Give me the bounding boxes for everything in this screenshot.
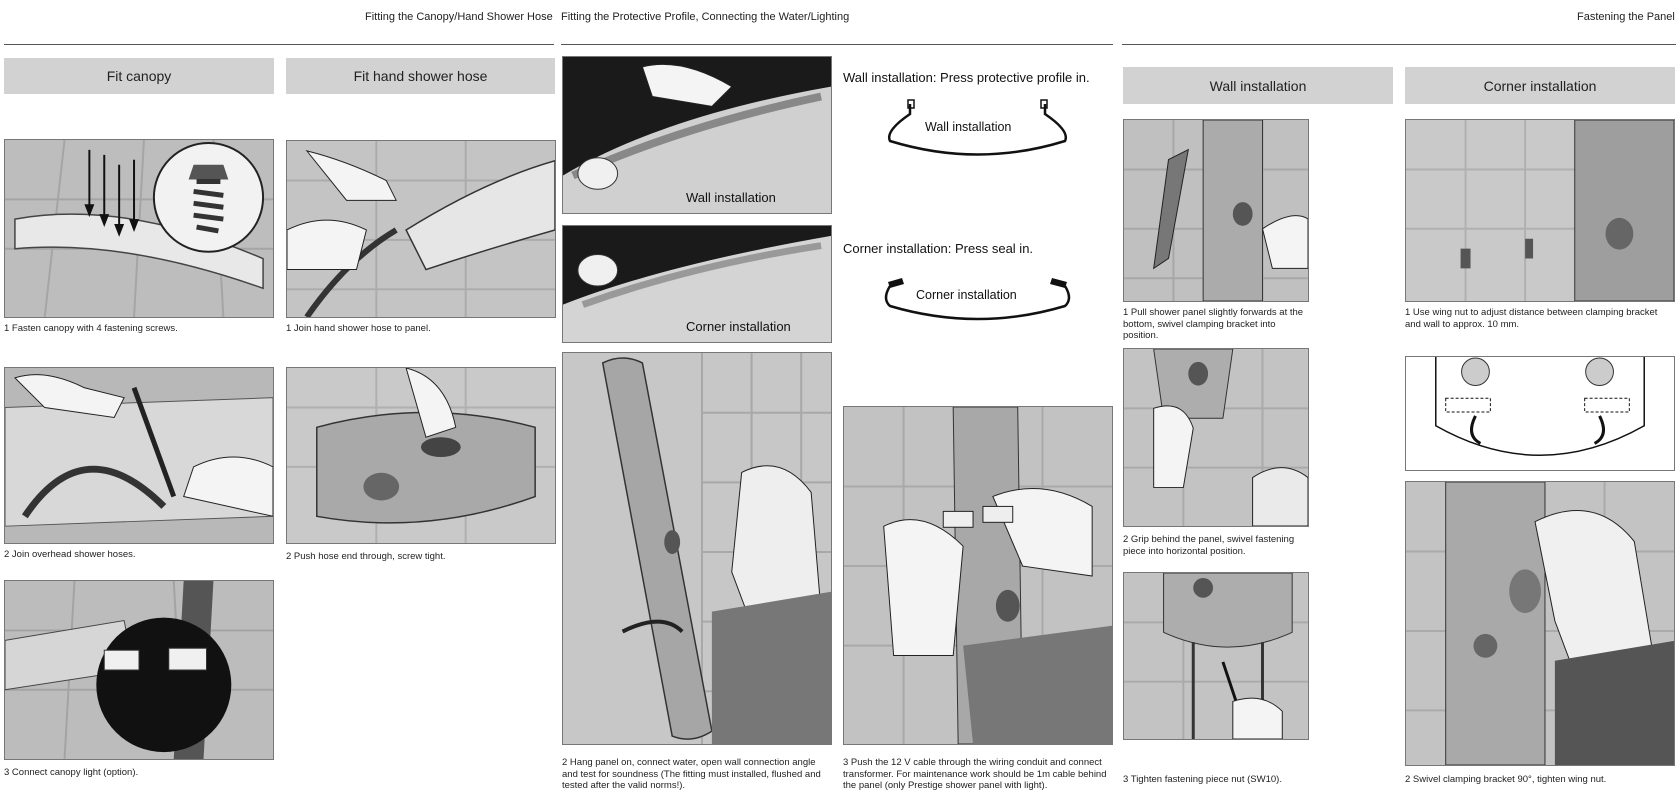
illustration-corner-bracket-detail (1405, 356, 1675, 471)
illustration-push-cable (843, 406, 1113, 745)
caption-canopy-2: 2 Join overhead shower hoses. (4, 549, 136, 560)
illustration-hang-panel (562, 352, 832, 745)
illustration-join-hand-hose (286, 140, 556, 318)
caption-hose-1: 1 Join hand shower hose to panel. (286, 323, 431, 334)
caption-wall-3: 3 Tighten fastening piece nut (SW10). (1123, 774, 1282, 785)
section-wall-installation: Wall installation (1123, 67, 1393, 104)
profile-wall-label: Wall installation (686, 190, 776, 205)
section-corner-installation: Corner installation (1405, 67, 1675, 104)
illustration-profile-corner (562, 225, 832, 343)
illustration-corner-step-2 (1405, 481, 1675, 766)
section-fit-hose: Fit hand shower hose (286, 58, 555, 94)
header-canopy-hose: Fitting the Canopy/Hand Shower Hose (365, 11, 553, 23)
header-profile-water: Fitting the Protective Profile, Connecting the Water/Lighting (561, 11, 850, 23)
illustration-wall-step-1 (1123, 119, 1309, 302)
illustration-wall-step-2 (1123, 348, 1309, 527)
diagram-corner-label: Corner installation (916, 288, 1017, 302)
diagram-wall-profile (880, 96, 1075, 158)
caption-wall-2: 2 Grip behind the panel, swivel fastening piece into horizontal position. (1123, 534, 1295, 557)
diagram-corner-title: Corner installation: Press seal in. (843, 241, 1034, 256)
illustration-push-hose-end (286, 367, 556, 544)
caption-hang-panel: 2 Hang panel on, connect water, open wall connection angle and test for soundness (The fitting must installed, flushed and tested after the valid norms!). (562, 757, 821, 791)
caption-canopy-1: 1 Fasten canopy with 4 fastening screws. (4, 323, 178, 334)
section-fit-canopy: Fit canopy (4, 58, 274, 94)
header-fastening-panel: Fastening the Panel (1577, 11, 1675, 23)
caption-hose-2: 2 Push hose end through, screw tight. (286, 551, 446, 562)
caption-canopy-3: 3 Connect canopy light (option). (4, 767, 139, 778)
illustration-corner-step-1 (1405, 119, 1675, 302)
diagram-wall-label: Wall installation (925, 120, 1012, 134)
caption-wall-1: 1 Pull shower panel slightly forwards at the bottom, swivel clamping bracket into position. (1123, 307, 1304, 341)
caption-corner-2: 2 Swivel clamping bracket 90°, tighten wing nut. (1405, 774, 1607, 785)
illustration-fasten-canopy (4, 139, 274, 318)
header-rule-left (4, 44, 554, 45)
header-rule-right (1122, 44, 1676, 45)
diagram-wall-title: Wall installation: Press protective profile in. (843, 70, 1090, 85)
caption-push-cable: 3 Push the 12 V cable through the wiring conduit and connect transformer. For maintenance work should be 1m cable behind the panel (only Prestige shower panel with light). (843, 757, 1107, 791)
illustration-join-overhead-hoses (4, 367, 274, 544)
caption-corner-1: 1 Use wing nut to adjust distance between clamping bracket and wall to approx. 10 mm. (1405, 307, 1658, 330)
illustration-connect-canopy-light (4, 580, 274, 760)
illustration-profile-wall (562, 56, 832, 214)
header-rule-middle (561, 44, 1113, 45)
diagram-corner-seal (880, 274, 1075, 324)
profile-corner-label: Corner installation (686, 319, 791, 334)
illustration-wall-step-3 (1123, 572, 1309, 740)
